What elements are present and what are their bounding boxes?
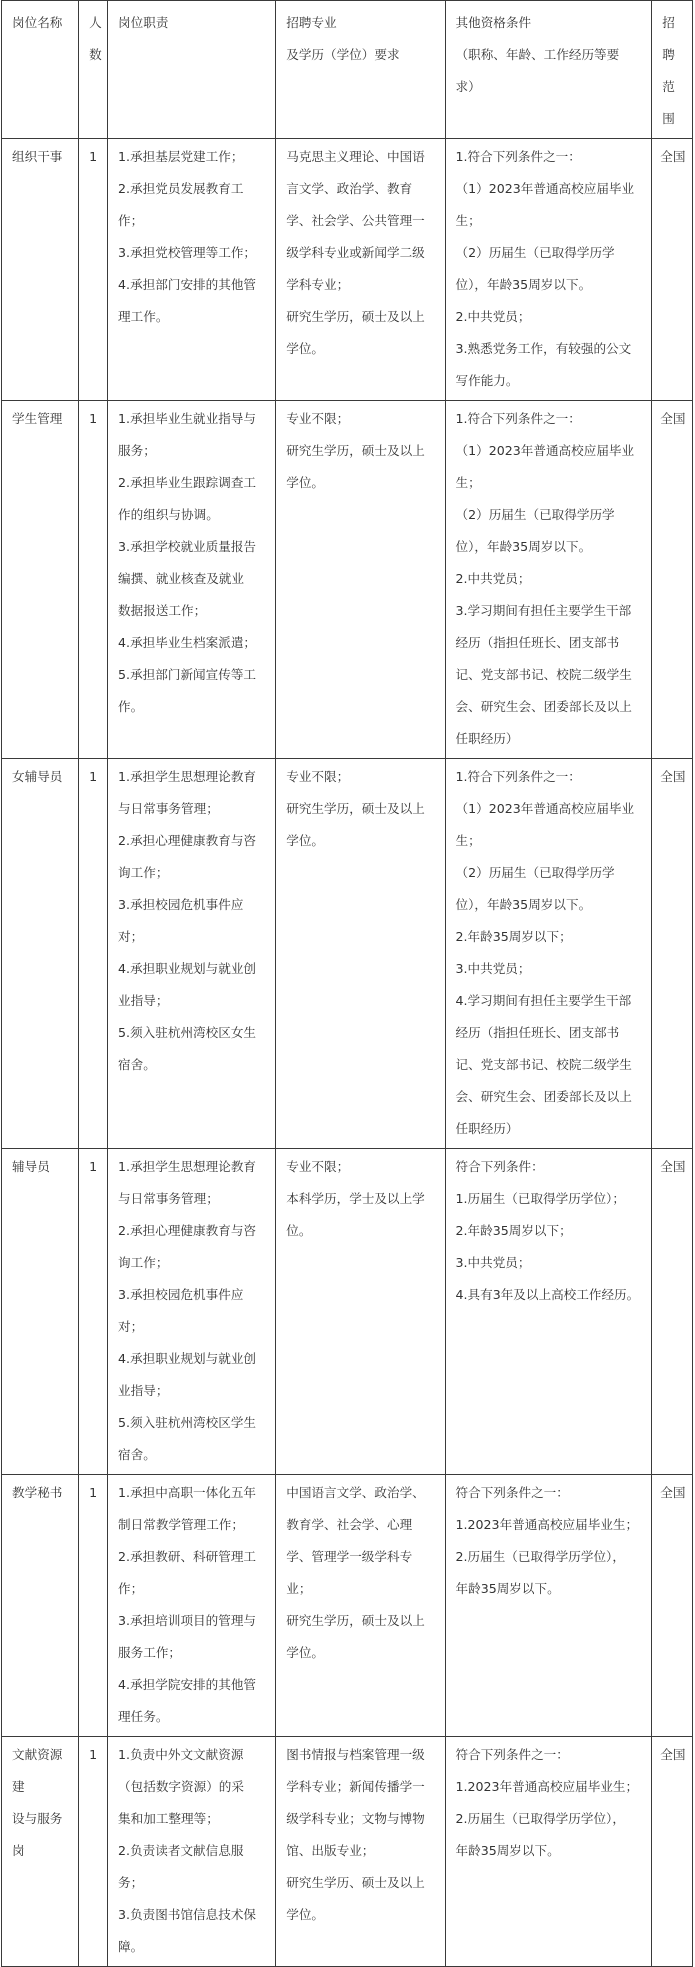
cell-line: 3.负责图书馆信息技术保 <box>118 1907 257 1922</box>
cell-line: 位。 <box>286 1223 312 1238</box>
cell-line: 位），年龄35周岁以下。 <box>455 539 592 554</box>
cell-line: 岗位名称 <box>12 15 63 30</box>
position-name-cell <box>2 1475 79 1737</box>
cell-line: 5.须入驻杭州湾校区学生 <box>118 1415 257 1430</box>
headcount-cell: 1 <box>79 401 108 759</box>
cell-line: 1.承担学生思想理论教育 <box>118 769 257 784</box>
cell-line: （1）2023年普通高校应届毕业 <box>455 181 635 196</box>
cell-line: 2.年龄35周岁以下； <box>455 1223 572 1238</box>
duties-cell <box>108 1737 276 1967</box>
cell-line: 务； <box>118 1875 144 1890</box>
cell-line: 1.历届生（已取得学历学位）； <box>455 1191 625 1206</box>
cell-line: 2.负责读者文献信息服 <box>118 1843 244 1858</box>
cell-line: 本科学历，学士及以上学 <box>286 1191 425 1206</box>
cell-line: 会、研究生会、团委部长及以上 <box>455 1089 632 1104</box>
cell-line: 学位。 <box>286 341 325 356</box>
cell-line: 学位。 <box>286 1907 325 1922</box>
cell-line: 宿舍。 <box>118 1447 156 1462</box>
cell-line: 会、研究生会、团委部长及以上 <box>455 699 632 714</box>
cell-line: 4.学习期间有担任主要学生干部 <box>455 993 632 1008</box>
cell-line: 学位。 <box>286 1645 325 1660</box>
headcount-cell: 1 <box>79 139 108 401</box>
cell-line: 2.承担心理健康教育与咨 <box>118 1223 257 1238</box>
cell-line: 4.承担职业规划与就业创 <box>118 1351 257 1366</box>
cell-line: 1.2023年普通高校应届毕业生； <box>455 1517 639 1532</box>
cell-line: 3.学习期间有担任主要学生干部 <box>455 603 632 618</box>
cell-line: 写作能力。 <box>455 373 519 388</box>
cell-line: 级学科专业；文物与博物 <box>286 1811 425 1826</box>
cell-line: 3.承担学校就业质量报告 <box>118 539 257 554</box>
cell-line: 1.符合下列条件之一： <box>455 411 581 426</box>
cell-line: 3.承担校园危机事件应 <box>118 897 244 912</box>
cell-line: 2.承担心理健康教育与咨 <box>118 833 257 848</box>
conditions-cell <box>445 139 652 401</box>
cell-line: 文献资源建 <box>12 1747 63 1794</box>
position-name-cell <box>2 1737 79 1967</box>
cell-line: 研究生学历，硕士及以上 <box>286 1613 425 1628</box>
cell-line: 研究生学历，硕士及以上 <box>286 309 425 324</box>
headcount-cell: 1 <box>79 1475 108 1737</box>
duties-cell <box>108 401 276 759</box>
cell-line: 数 <box>89 47 102 62</box>
cell-line: 学位。 <box>286 475 325 490</box>
cell-line: 符合下列条件： <box>455 1159 544 1174</box>
cell-line: 作； <box>118 1581 144 1596</box>
cell-line: 人 <box>89 15 102 30</box>
cell-line: 4.承担职业规划与就业创 <box>118 961 257 976</box>
cell-line: 辅导员 <box>12 1159 50 1174</box>
headcount-cell: 1 <box>79 1737 108 1967</box>
cell-line: 符合下列条件之一： <box>455 1747 569 1762</box>
cell-line: 询工作； <box>118 865 169 880</box>
cell-line: （2）历届生（已取得学历学 <box>455 245 615 260</box>
cell-line: 年龄35周岁以下。 <box>455 1843 560 1858</box>
scope-cell: 全国 <box>652 1475 693 1737</box>
cell-line: 生； <box>455 475 481 490</box>
cell-line: 2.中共党员； <box>455 309 531 324</box>
cell-line: 教学秘书 <box>12 1485 63 1500</box>
table-row <box>2 1475 693 1737</box>
cell-line: 女辅导员 <box>12 769 63 784</box>
cell-line: 服务； <box>118 443 156 458</box>
cell-line: 5.须入驻杭州湾校区女生 <box>118 1025 257 1040</box>
cell-line: 业； <box>286 1581 312 1596</box>
cell-line: 研究生学历、硕士及以上 <box>286 1875 425 1890</box>
cell-line: 招聘 <box>662 15 675 62</box>
cell-line: 2.历届生（已取得学历学位）， <box>455 1549 625 1564</box>
cell-line: 与日常事务管理； <box>118 801 219 816</box>
cell-line: 任职经历） <box>455 1121 519 1136</box>
cell-line: （1）2023年普通高校应届毕业 <box>455 443 635 458</box>
cell-line: （职称、年龄、工作经历等要 <box>455 47 620 62</box>
table-row <box>2 139 693 401</box>
cell-line: 经历（指担任班长、团支部书 <box>455 1025 620 1040</box>
table-row <box>2 401 693 759</box>
header-major-education <box>276 1 445 139</box>
conditions-cell <box>445 1737 652 1967</box>
cell-line: 1.符合下列条件之一： <box>455 769 581 784</box>
conditions-cell <box>445 759 652 1149</box>
cell-line: 集和加工整理等； <box>118 1811 219 1826</box>
cell-line: 数据报送工作； <box>118 603 207 618</box>
cell-line: 1.承担毕业生就业指导与 <box>118 411 257 426</box>
recruitment-table <box>1 0 693 1967</box>
cell-line: 学科专业； <box>286 277 350 292</box>
cell-line: 4.承担学院安排的其他管 <box>118 1677 257 1692</box>
cell-line: 经历（指担任班长、团支部书 <box>455 635 620 650</box>
table-row <box>2 1737 693 1967</box>
cell-line: 1.2023年普通高校应届毕业生； <box>455 1779 639 1794</box>
cell-line: 学、社会学、公共管理一 <box>286 213 425 228</box>
cell-line: 3.中共党员； <box>455 961 531 976</box>
cell-line: 2.承担教研、科研管理工 <box>118 1549 257 1564</box>
table-row <box>2 759 693 1149</box>
major-cell <box>276 1737 445 1967</box>
major-cell <box>276 1149 445 1475</box>
cell-line: 生； <box>455 833 481 848</box>
cell-line: 作。 <box>118 699 144 714</box>
duties-cell <box>108 759 276 1149</box>
cell-line: 生； <box>455 213 481 228</box>
cell-line: 学科专业；新闻传播学一 <box>286 1779 425 1794</box>
cell-line: （2）历届生（已取得学历学 <box>455 507 615 522</box>
cell-line: 学位。 <box>286 833 325 848</box>
scope-cell: 全国 <box>652 1149 693 1475</box>
cell-line: 招聘专业 <box>286 15 337 30</box>
conditions-cell <box>445 401 652 759</box>
cell-line: 言文学、政治学、教育 <box>286 181 413 196</box>
cell-line: 及学历（学位）要求 <box>286 47 400 62</box>
duties-cell <box>108 1475 276 1737</box>
header-position-name <box>2 1 79 139</box>
cell-line: 服务工作； <box>118 1645 182 1660</box>
cell-line: 中国语言文学、政治学、 <box>286 1485 425 1500</box>
header-other-conditions <box>445 1 652 139</box>
cell-line: 设与服务岗 <box>12 1811 63 1858</box>
cell-line: 3.承担党校管理等工作； <box>118 245 257 260</box>
major-cell <box>276 139 445 401</box>
conditions-cell <box>445 1149 652 1475</box>
headcount-cell: 1 <box>79 759 108 1149</box>
cell-line: 学、管理学一级学科专 <box>286 1549 413 1564</box>
cell-line: 范围 <box>662 79 675 126</box>
cell-line: 1.承担基层党建工作； <box>118 149 244 164</box>
major-cell <box>276 1475 445 1737</box>
cell-line: 2.承担毕业生跟踪调查工 <box>118 475 257 490</box>
scope-cell: 全国 <box>652 139 693 401</box>
cell-line: 记、党支部书记、校院二级学生 <box>455 667 632 682</box>
cell-line: 业指导； <box>118 993 169 1008</box>
cell-line: 3.中共党员； <box>455 1255 531 1270</box>
cell-line: 研究生学历，硕士及以上 <box>286 801 425 816</box>
cell-line: 5.承担部门新闻宣传等工 <box>118 667 257 682</box>
cell-line: 学生管理 <box>12 411 63 426</box>
cell-line: 询工作； <box>118 1255 169 1270</box>
cell-line: 年龄35周岁以下。 <box>455 1581 560 1596</box>
scope-cell: 全国 <box>652 759 693 1149</box>
cell-line: 岗位职责 <box>118 15 169 30</box>
cell-line: （1）2023年普通高校应届毕业 <box>455 801 635 816</box>
cell-line: 4.承担毕业生档案派遣； <box>118 635 257 650</box>
cell-line: 对； <box>118 929 144 944</box>
scope-cell: 全国 <box>652 401 693 759</box>
cell-line: 4.承担部门安排的其他管 <box>118 277 257 292</box>
header-headcount <box>79 1 108 139</box>
cell-line: 级学科专业或新闻学二级 <box>286 245 425 260</box>
cell-line: 作的组织与协调。 <box>118 507 219 522</box>
cell-line: 3.承担培训项目的管理与 <box>118 1613 257 1628</box>
cell-line: 2.中共党员； <box>455 571 531 586</box>
cell-line: 4.具有3年及以上高校工作经历。 <box>455 1287 640 1302</box>
cell-line: 位），年龄35周岁以下。 <box>455 277 592 292</box>
cell-line: 马克思主义理论、中国语 <box>286 149 425 164</box>
header-scope <box>652 1 693 139</box>
position-name-cell <box>2 401 79 759</box>
cell-line: （包括数字资源）的采 <box>118 1779 244 1794</box>
cell-line: 求） <box>455 79 481 94</box>
cell-line: 组织干事 <box>12 149 63 164</box>
cell-line: 与日常事务管理； <box>118 1191 219 1206</box>
scope-cell: 全国 <box>652 1737 693 1967</box>
cell-line: 1.符合下列条件之一： <box>455 149 581 164</box>
cell-line: 2.承担党员发展教育工 <box>118 181 244 196</box>
position-name-cell <box>2 139 79 401</box>
cell-line: 研究生学历，硕士及以上 <box>286 443 425 458</box>
table-header-row <box>2 1 693 139</box>
major-cell <box>276 759 445 1149</box>
cell-line: 位），年龄35周岁以下。 <box>455 897 592 912</box>
cell-line: 3.承担校园危机事件应 <box>118 1287 244 1302</box>
cell-line: 对； <box>118 1319 144 1334</box>
cell-line: 理任务。 <box>118 1709 169 1724</box>
cell-line: 作； <box>118 213 144 228</box>
cell-line: 障。 <box>118 1939 144 1954</box>
cell-line: 任职经历） <box>455 731 519 746</box>
position-name-cell <box>2 1149 79 1475</box>
cell-line: 2.历届生（已取得学历学位）， <box>455 1811 625 1826</box>
cell-line: 业指导； <box>118 1383 169 1398</box>
cell-line: 图书情报与档案管理一级 <box>286 1747 425 1762</box>
cell-line: 记、党支部书记、校院二级学生 <box>455 1057 632 1072</box>
cell-line: 宿舍。 <box>118 1057 156 1072</box>
cell-line: 1.承担中高职一体化五年 <box>118 1485 257 1500</box>
table-row <box>2 1149 693 1475</box>
cell-line: 1.承担学生思想理论教育 <box>118 1159 257 1174</box>
duties-cell <box>108 139 276 401</box>
cell-line: 符合下列条件之一： <box>455 1485 569 1500</box>
position-name-cell <box>2 759 79 1149</box>
headcount-cell: 1 <box>79 1149 108 1475</box>
cell-line: 专业不限； <box>286 411 350 426</box>
cell-line: 专业不限； <box>286 1159 350 1174</box>
cell-line: （2）历届生（已取得学历学 <box>455 865 615 880</box>
cell-line: 理工作。 <box>118 309 169 324</box>
major-cell <box>276 401 445 759</box>
cell-line: 教育学、社会学、心理 <box>286 1517 413 1532</box>
conditions-cell <box>445 1475 652 1737</box>
cell-line: 其他资格条件 <box>455 15 532 30</box>
duties-cell <box>108 1149 276 1475</box>
cell-line: 制日常教学管理工作； <box>118 1517 244 1532</box>
cell-line: 3.熟悉党务工作，有较强的公文 <box>455 341 632 356</box>
header-duties <box>108 1 276 139</box>
cell-line: 1.负责中外文文献资源 <box>118 1747 244 1762</box>
cell-line: 2.年龄35周岁以下； <box>455 929 572 944</box>
cell-line: 编撰、就业核查及就业 <box>118 571 244 586</box>
cell-line: 专业不限； <box>286 769 350 784</box>
cell-line: 馆、出版专业； <box>286 1843 375 1858</box>
